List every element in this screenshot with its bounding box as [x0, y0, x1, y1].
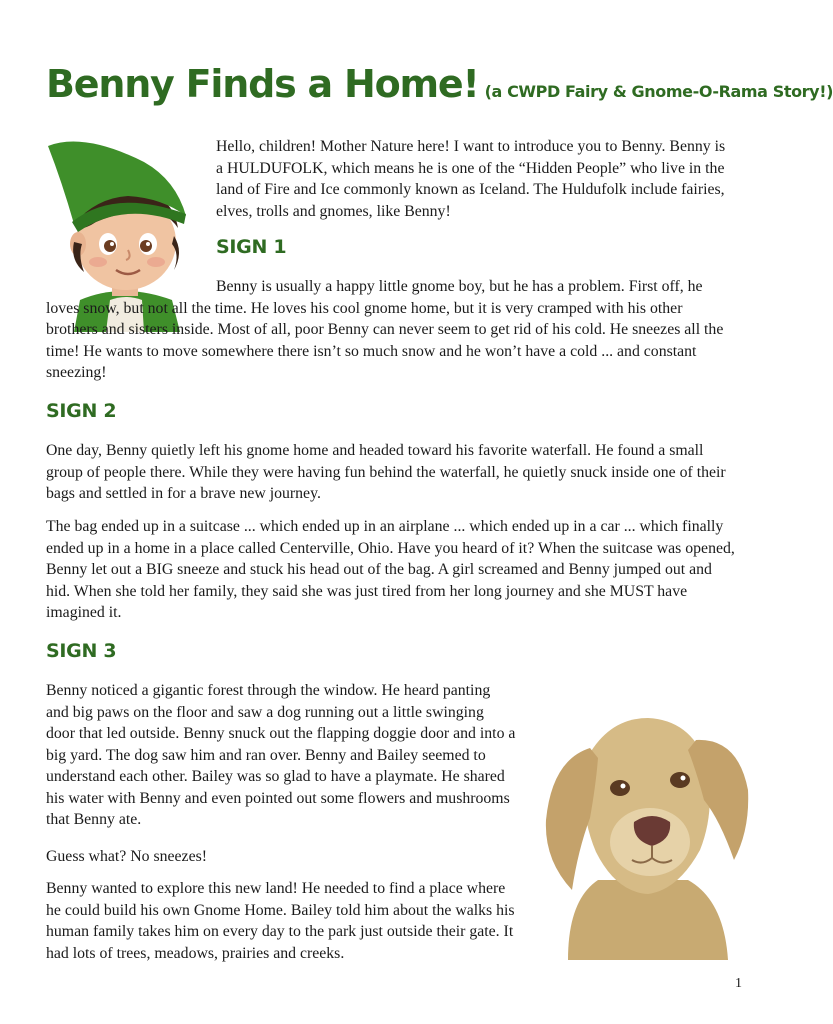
dog-illustration — [538, 700, 750, 960]
sign-1-paragraph: Benny is usually a happy little gnome boy, but he has a problem. First off, he loves snow, but not all the time. He loves his cool gnome home, but it is very cramped with his other brothers and sisters inside. Most of all, poor Benny can never seem to get rid of his cold. He sneezes all the time! He wants to move somewhere there isn’t so much snow and he won’t have a cold ... and constant sneezing! — [46, 278, 724, 381]
sign-2-paragraph-1: One day, Benny quietly left his gnome home and headed toward his favorite waterfall. He found a small group of people there. While they were having fun behind the waterfall, he quietly snuck inside one of their bags and settled in for a brave new journey. — [46, 442, 726, 502]
intro-paragraph: Hello, children! Mother Nature here! I want to introduce you to Benny. Benny is a HULDUFOLK, which means he is one of the “Hidden People” who live in the land of Fire and Ice commonly known as Iceland. The Huldufolk include fairies, elves, trolls and gnomes, like Benny! — [216, 138, 726, 220]
sign-3-paragraph-2: Guess what? No sneezes! — [46, 848, 207, 865]
sign-2-paragraph-2: The bag ended up in a suitcase ... which ended up in an airplane ... which ended up in a car ... which finally ended up in a home in a place called Centerville, Ohio. Have you heard of it? When the suitcase was opened, Benny let out a BIG sneeze and stuck his head out of the bag. A girl screamed and Benny jumped out and hid. When she told her family, they said she was just tired from her long journey and she MUST have imagined it. — [46, 518, 735, 621]
page-subtitle: (a CWPD Fairy & Gnome-O-Rama Story!) — [484, 82, 833, 101]
sign-2-heading: SIGN 2 — [46, 400, 117, 422]
sign-3-paragraph-3: Benny wanted to explore this new land! He needed to find a place where he could build his own Gnome Home. Bailey told him about the walks his human family takes him on every day to the park just outside their gate. It had lots of trees, meadows, prairies and creeks. — [46, 880, 515, 962]
sign-3-paragraph-1: Benny noticed a gigantic forest through the window. He heard panting and big paws on the floor and saw a dog running out a little swinging door that led outside. Benny snuck out the flapping doggie door and into a big yard. The dog saw him and ran over. Benny and Bailey seemed to understand each other. Bailey was so glad to have a playmate. He shared his water with Benny and even pointed out some flowers and mushrooms that Benny ate. — [46, 682, 516, 828]
page-number: 1 — [735, 976, 742, 991]
sign-1-heading: SIGN 1 — [216, 236, 287, 258]
title-row — [46, 62, 833, 106]
page-title: Benny Finds a Home! — [46, 62, 479, 106]
sign-3-heading: SIGN 3 — [46, 640, 117, 662]
